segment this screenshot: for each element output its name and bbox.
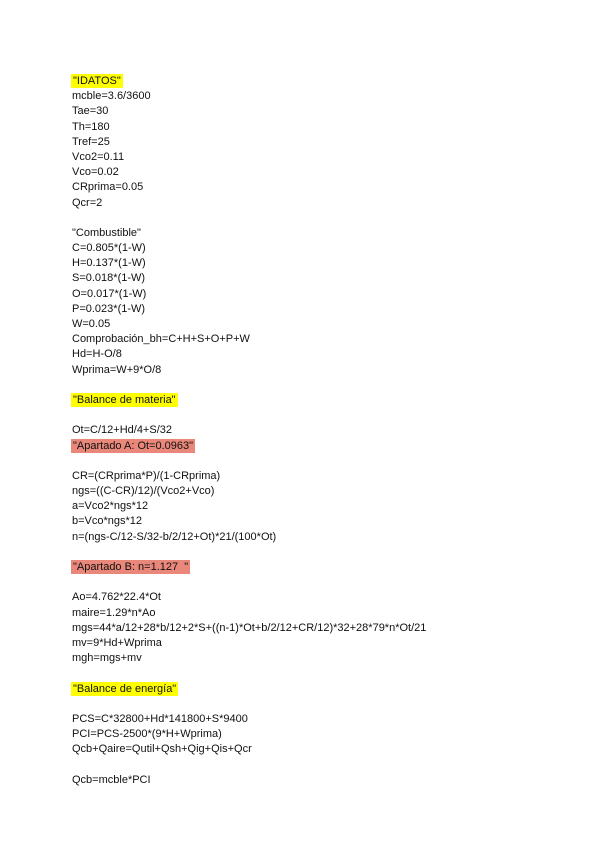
code-line bbox=[72, 363, 542, 378]
line-text: C=0.805*(1-W) bbox=[72, 242, 146, 255]
line-text: Th=180 bbox=[72, 120, 110, 133]
code-line bbox=[72, 423, 542, 438]
line-text: Vco2=0.11 bbox=[72, 150, 125, 163]
code-line bbox=[72, 241, 542, 256]
code-line bbox=[72, 484, 542, 499]
line-text: Tref=25 bbox=[72, 135, 110, 148]
section-heading bbox=[72, 393, 542, 408]
blank-line bbox=[72, 408, 542, 423]
code-line bbox=[72, 135, 542, 150]
code-line bbox=[72, 180, 542, 195]
line-text: "Apartado A: Ot=0.0963" bbox=[73, 439, 194, 452]
line-text: Tae=30 bbox=[72, 105, 109, 118]
line-text: maire=1.29*n*Ao bbox=[72, 606, 156, 619]
line-text: mcble=3.6/3600 bbox=[72, 90, 151, 103]
line-text: "Combustible" bbox=[72, 226, 141, 239]
line-text: Qcb+Qaire=Qutil+Qsh+Qig+Qis+Qcr bbox=[72, 743, 252, 756]
section-heading bbox=[72, 74, 542, 89]
blank-line bbox=[72, 666, 542, 681]
code-line bbox=[72, 727, 542, 742]
code-line bbox=[72, 590, 542, 605]
line-text: "Apartado B: n=1.127 " bbox=[73, 561, 189, 573]
code-line bbox=[72, 606, 542, 621]
result-note bbox=[72, 560, 542, 575]
blank-line bbox=[72, 545, 542, 560]
code-line bbox=[72, 347, 542, 362]
result-note bbox=[72, 439, 542, 454]
code-line bbox=[72, 150, 542, 165]
code-line bbox=[72, 317, 542, 332]
code-line bbox=[72, 514, 542, 529]
code-line bbox=[72, 636, 542, 651]
line-text: "Balance de materia" bbox=[73, 393, 176, 406]
blank-line bbox=[72, 378, 542, 393]
line-text: mgs=44*a/12+28*b/12+2*S+((n-1)*Ot+b/2/12+CR/12)*32+28*79*n*Ot/21 bbox=[72, 621, 427, 634]
code-line bbox=[72, 469, 542, 484]
code-line bbox=[72, 226, 542, 241]
blank-line bbox=[72, 575, 542, 590]
line-text: Ao=4.762*22.4*Ot bbox=[72, 591, 161, 604]
blank-line bbox=[72, 697, 542, 712]
line-text: mgh=mgs+mv bbox=[72, 652, 142, 665]
line-text: O=0.017*(1-W) bbox=[72, 287, 147, 300]
document-body bbox=[72, 74, 542, 788]
code-line bbox=[72, 499, 542, 514]
line-text: PCS=C*32800+Hd*141800+S*9400 bbox=[72, 712, 248, 725]
code-line bbox=[72, 302, 542, 317]
code-line bbox=[72, 165, 542, 180]
code-line bbox=[72, 287, 542, 302]
line-text: "IDATOS" bbox=[73, 75, 121, 87]
section-heading bbox=[72, 682, 542, 697]
blank-line bbox=[72, 211, 542, 226]
code-line bbox=[72, 256, 542, 271]
line-text: PCI=PCS-2500*(9*H+Wprima) bbox=[72, 728, 222, 741]
line-text: a=Vco2*ngs*12 bbox=[72, 500, 149, 513]
code-line bbox=[72, 621, 542, 636]
line-text: ngs=((C-CR)/12)/(Vco2+Vco) bbox=[72, 485, 215, 498]
code-line bbox=[72, 651, 542, 666]
code-line bbox=[72, 271, 542, 286]
line-text: Comprobación_bh=C+H+S+O+P+W bbox=[72, 333, 250, 346]
line-text: mv=9*Hd+Wprima bbox=[72, 636, 162, 649]
line-text: Qcr=2 bbox=[72, 196, 103, 209]
code-line bbox=[72, 104, 542, 119]
line-text: n=(ngs-C/12-S/32-b/2/12+Ot)*21/(100*Ot) bbox=[72, 530, 277, 543]
line-text: S=0.018*(1-W) bbox=[72, 272, 146, 285]
code-line bbox=[72, 773, 542, 788]
line-text: Wprima=W+9*O/8 bbox=[72, 363, 162, 376]
line-text: CRprima=0.05 bbox=[72, 181, 144, 194]
line-text: Ot=C/12+Hd/4+S/32 bbox=[72, 424, 172, 437]
line-text: H=0.137*(1-W) bbox=[72, 257, 146, 270]
code-line bbox=[72, 530, 542, 545]
code-line bbox=[72, 89, 542, 104]
line-text: W=0.05 bbox=[72, 318, 111, 330]
code-line bbox=[72, 196, 542, 211]
line-text: Vco=0.02 bbox=[72, 166, 119, 179]
line-text: b=Vco*ngs*12 bbox=[72, 515, 143, 528]
line-text: Qcb=mcble*PCI bbox=[72, 773, 151, 786]
blank-line bbox=[72, 757, 542, 772]
code-line bbox=[72, 712, 542, 727]
code-line bbox=[72, 120, 542, 135]
code-line bbox=[72, 332, 542, 347]
line-text: "Balance de energía" bbox=[73, 682, 177, 695]
line-text: CR=(CRprima*P)/(1-CRprima) bbox=[72, 469, 221, 482]
code-line bbox=[72, 742, 542, 757]
line-text: P=0.023*(1-W) bbox=[72, 302, 146, 315]
blank-line bbox=[72, 454, 542, 469]
line-text: Hd=H-O/8 bbox=[72, 348, 122, 361]
